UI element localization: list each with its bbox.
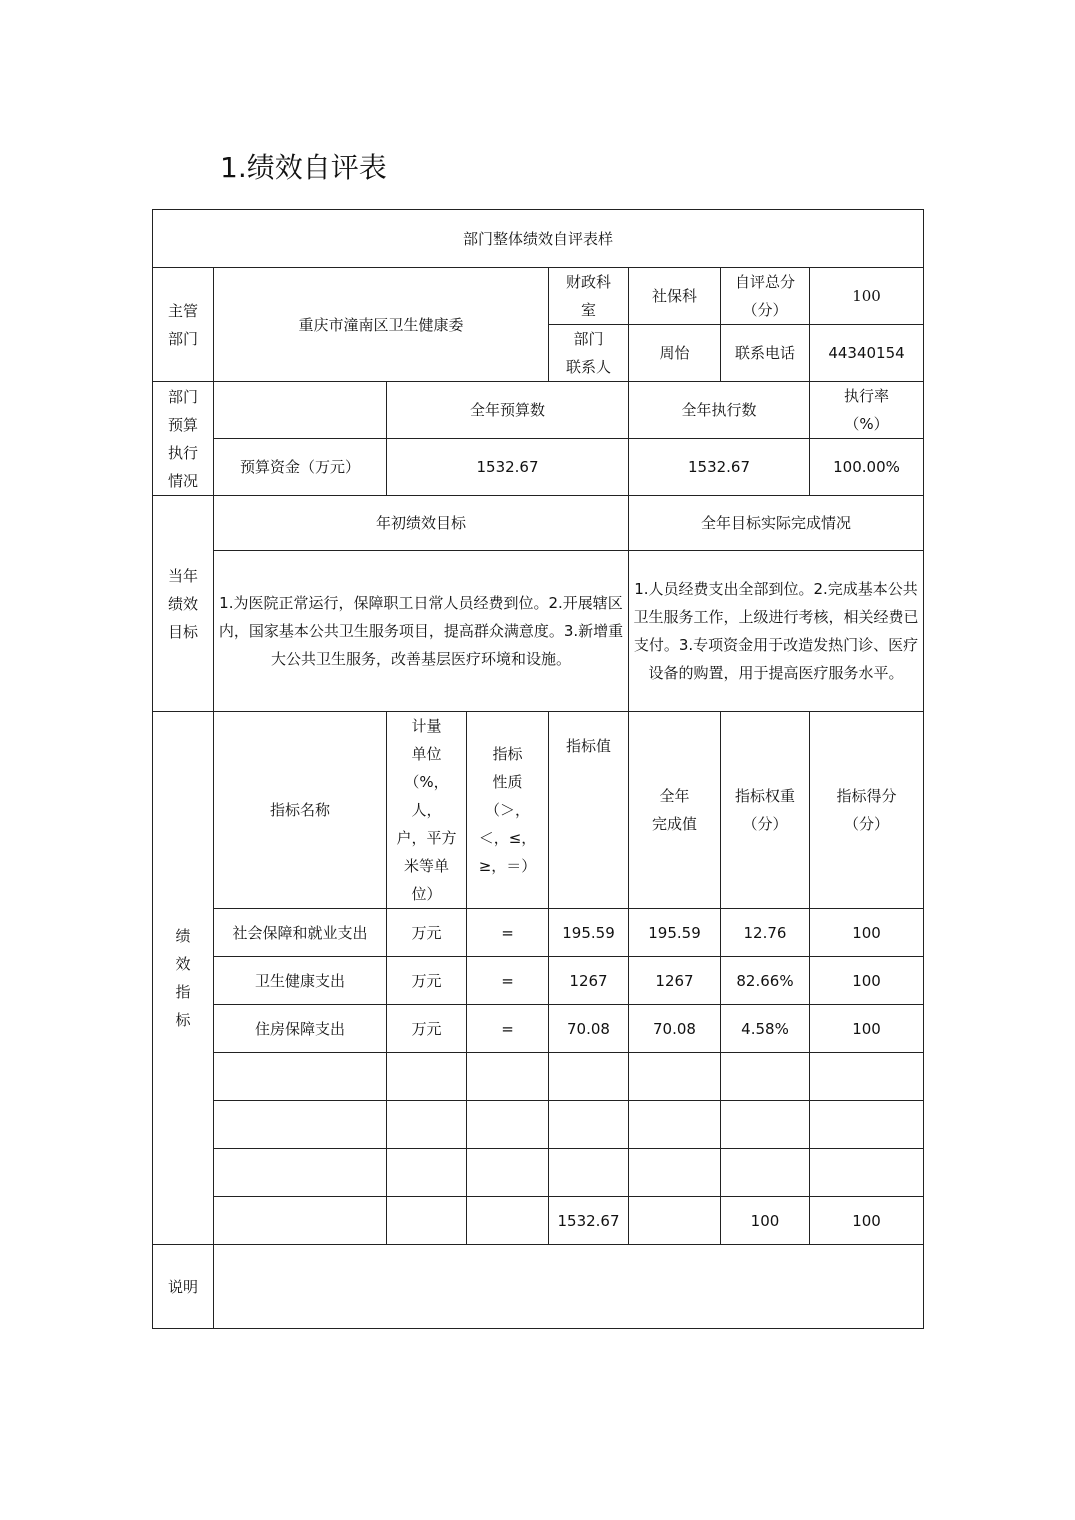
phone-label: 联系电话 — [721, 325, 810, 382]
indicator-name: 住房保障支出 — [214, 1005, 387, 1053]
unit-header: 计量 单位 （%，人， 户，平方 米等单 位） — [387, 712, 467, 909]
actual-goals-header: 全年目标实际完成情况 — [629, 496, 924, 551]
self-score-value: 100 — [810, 268, 924, 325]
note-content — [214, 1245, 924, 1329]
indicator-weight: 12.76 — [721, 909, 810, 957]
score-header: 指标得分 （分） — [810, 712, 924, 909]
indicator-nature: = — [467, 909, 549, 957]
indicator-weight: 82.66% — [721, 957, 810, 1005]
empty-row — [153, 1149, 924, 1197]
table-row — [153, 957, 924, 1005]
indicator-complete: 1267 — [629, 957, 721, 1005]
indicator-nature: = — [467, 1005, 549, 1053]
indicator-unit: 万元 — [387, 909, 467, 957]
indicator-name-header: 指标名称 — [214, 712, 387, 909]
complete-header: 全年 完成值 — [629, 712, 721, 909]
finance-office-value: 社保科 — [629, 268, 721, 325]
indicator-complete: 195.59 — [629, 909, 721, 957]
indicator-unit: 万元 — [387, 1005, 467, 1053]
self-evaluation-table — [152, 209, 924, 1329]
initial-goals-text: 1.为医院正常运行，保障职工日常人员经费到位。2.开展辖区内，国家基本公共卫生服务项目，提高群众满意度。3.新增重大公共卫生服务，改善基层医疗环境和设施。 — [214, 551, 629, 712]
indicator-weight: 4.58% — [721, 1005, 810, 1053]
page-heading: 1.绩效自评表 — [220, 151, 387, 184]
indicator-score: 100 — [810, 1005, 924, 1053]
budget-section-label: 部门 预算 执行 情况 — [153, 382, 214, 496]
dept-name: 重庆市潼南区卫生健康委 — [214, 268, 549, 382]
finance-office-label: 财政科 室 — [549, 268, 629, 325]
total-score: 100 — [810, 1197, 924, 1245]
indicator-score: 100 — [810, 909, 924, 957]
indicator-complete: 70.08 — [629, 1005, 721, 1053]
target-header: 指标值 — [549, 712, 629, 909]
exec-rate-header: 执行率 （%） — [810, 382, 924, 439]
goals-section-label: 当年 绩效 目标 — [153, 496, 214, 712]
indicator-score: 100 — [810, 957, 924, 1005]
annual-budget-header: 全年预算数 — [387, 382, 629, 439]
annual-budget-value: 1532.67 — [387, 439, 629, 496]
total-row — [153, 1197, 924, 1245]
empty-row — [153, 1101, 924, 1149]
total-weight: 100 — [721, 1197, 810, 1245]
budget-funds-label: 预算资金（万元） — [214, 439, 387, 496]
contact-value: 周怡 — [629, 325, 721, 382]
indicator-name: 卫生健康支出 — [214, 957, 387, 1005]
self-score-label: 自评总分 （分） — [721, 268, 810, 325]
phone-value: 44340154 — [810, 325, 924, 382]
indicator-target: 70.08 — [549, 1005, 629, 1053]
indicator-target: 1267 — [549, 957, 629, 1005]
indicator-name: 社会保障和就业支出 — [214, 909, 387, 957]
table-row — [153, 1005, 924, 1053]
contact-label: 部门 联系人 — [549, 325, 629, 382]
indicator-target: 195.59 — [549, 909, 629, 957]
nature-header: 指标 性质 （＞， ＜，≤， ≥，＝） — [467, 712, 549, 909]
annual-exec-value: 1532.67 — [629, 439, 810, 496]
table-title: 部门整体绩效自评表样 — [153, 210, 924, 268]
empty-row — [153, 1053, 924, 1101]
indicators-section-label: 绩 效 指 标 — [153, 712, 214, 1245]
weight-header: 指标权重 （分） — [721, 712, 810, 909]
budget-empty-cell — [214, 382, 387, 439]
note-label: 说明 — [153, 1245, 214, 1329]
annual-exec-header: 全年执行数 — [629, 382, 810, 439]
dept-label: 主管 部门 — [153, 268, 214, 382]
actual-goals-text: 1.人员经费支出全部到位。2.完成基本公共卫生服务工作，上级进行考核，相关经费已支付。3.专项资金用于改造发热门诊、医疗设备的购置，用于提高医疗服务水平。 — [629, 551, 924, 712]
initial-goals-header: 年初绩效目标 — [214, 496, 629, 551]
total-target: 1532.67 — [549, 1197, 629, 1245]
indicator-unit: 万元 — [387, 957, 467, 1005]
exec-rate-value: 100.00% — [810, 439, 924, 496]
indicator-nature: = — [467, 957, 549, 1005]
table-row — [153, 909, 924, 957]
